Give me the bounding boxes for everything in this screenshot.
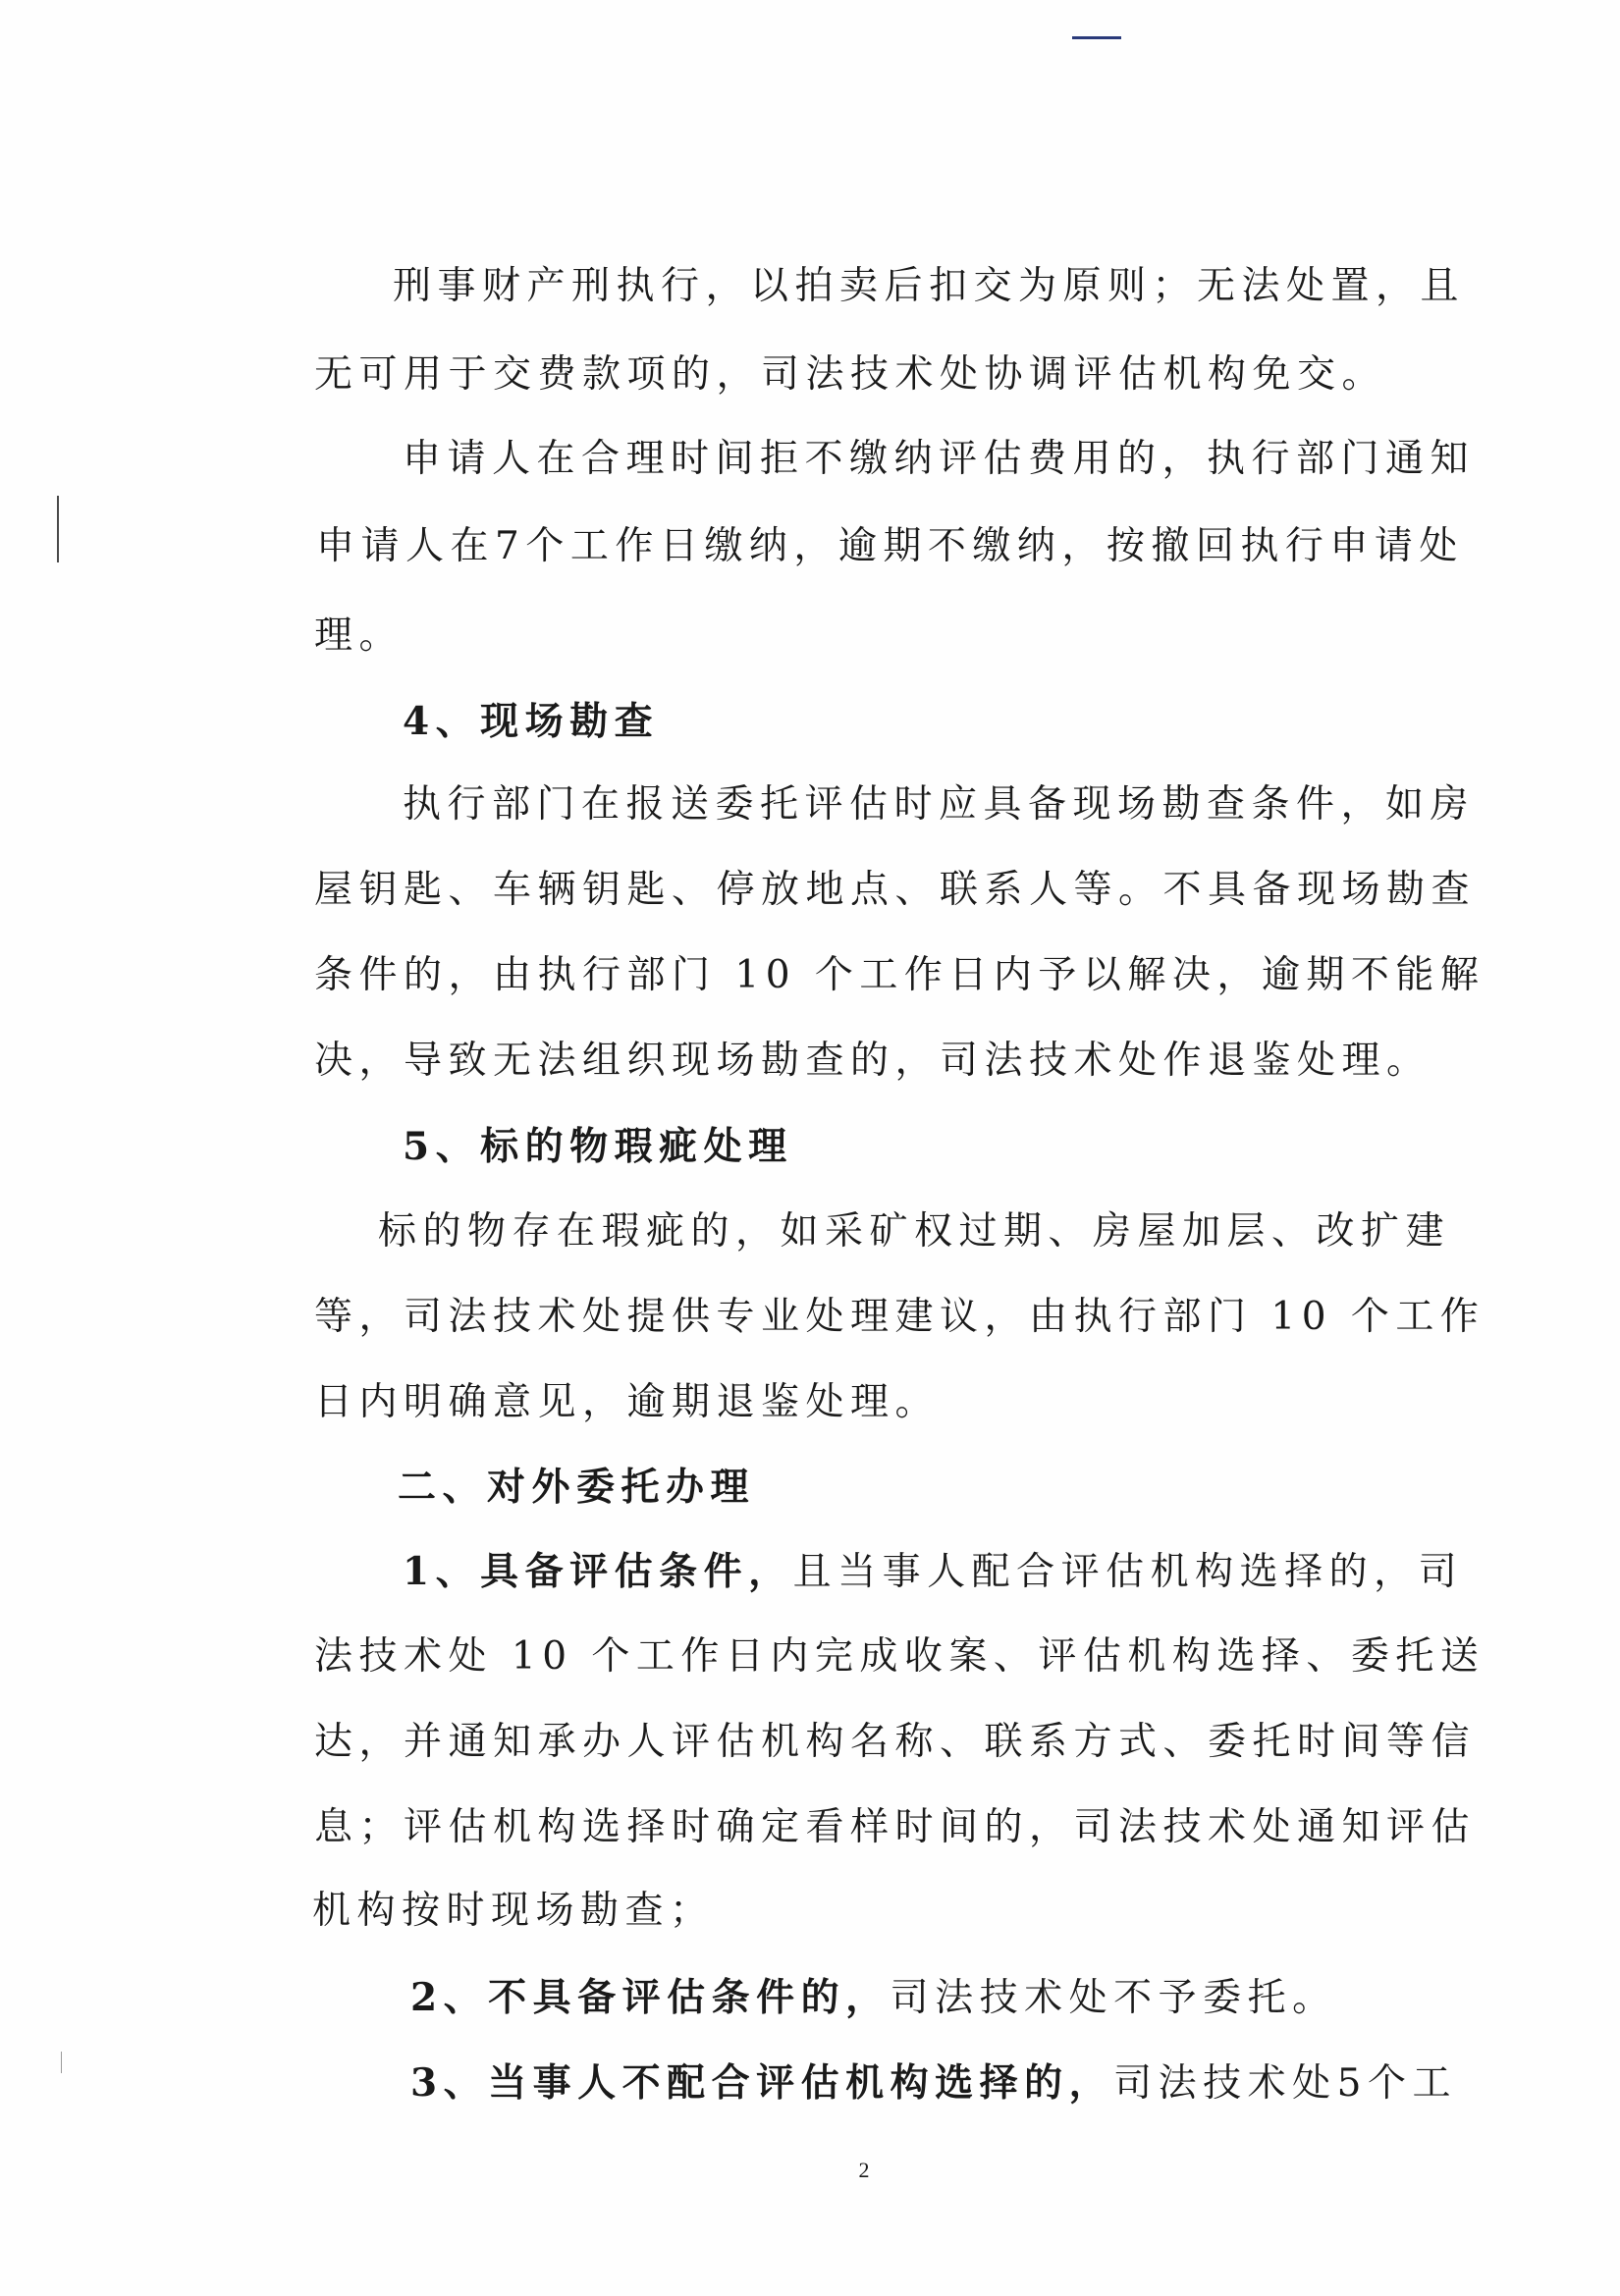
body-text: 且当事人配合评估机构选择的，司: [792, 1550, 1464, 1594]
scan-mark: [61, 2052, 62, 2073]
body-line: 标的物存在瑕疵的，如采矿权过期、房屋加层、改扩建: [378, 1209, 1451, 1254]
body-text: 司法技术处不予委托。: [890, 1976, 1337, 2020]
body-line: [410, 2058, 1539, 2109]
scan-mark: [57, 496, 59, 562]
body-line: 法技术处 10 个工作日内完成收案、评估机构选择、委托送: [314, 1634, 1485, 1679]
body-line: [410, 1973, 1539, 2023]
section-heading: 5、标的物瑕疵处理: [403, 1124, 793, 1169]
body-line: 达，并通知承办人评估机构名称、联系方式、委托时间等信: [314, 1720, 1477, 1764]
scan-mark: [1072, 36, 1121, 39]
body-line: [403, 1547, 1532, 1597]
body-line: 申请人在7个工作日缴纳，逾期不缴纳，按撤回执行申请处: [316, 524, 1464, 568]
body-line: 理。: [314, 614, 405, 658]
emphasis-text: 1、具备评估条件，: [403, 1549, 793, 1594]
body-line: 日内明确意见，逾期退鉴处理。: [314, 1380, 941, 1424]
body-line: 无可用于交费款项的，司法技术处协调评估机构免交。: [314, 352, 1387, 397]
body-line: 申请人在合理时间拒不缴纳评估费用的，执行部门通知: [403, 437, 1476, 481]
page-number: 2: [858, 2158, 870, 2182]
body-text: 司法技术处5个工: [1113, 2061, 1457, 2106]
body-line: 执行部门在报送委托评估时应具备现场勘查条件，如房: [403, 782, 1476, 827]
body-line: 息；评估机构选择时确定看样时间的，司法技术处通知评估: [314, 1805, 1477, 1849]
body-line: 屋钥匙、车辆钥匙、停放地点、联系人等。不具备现场勘查: [314, 868, 1477, 912]
section-heading: 二、对外委托办理: [398, 1465, 756, 1510]
emphasis-text: 2、不具备评估条件的，: [410, 1975, 891, 2020]
body-line: 机构按时现场勘查；: [312, 1889, 715, 1933]
emphasis-text: 3、当事人不配合评估机构选择的，: [410, 2060, 1114, 2106]
section-heading: 4、现场勘查: [403, 699, 660, 744]
body-line: 刑事财产刑执行，以拍卖后扣交为原则；无法处置，且: [393, 264, 1466, 308]
body-line: 决，导致无法组织现场勘查的，司法技术处作退鉴处理。: [314, 1039, 1431, 1083]
body-line: 等，司法技术处提供专业处理建议，由执行部门 10 个工作: [314, 1295, 1485, 1339]
body-line: 条件的，由执行部门 10 个工作日内予以解决，逾期不能解: [314, 953, 1485, 997]
